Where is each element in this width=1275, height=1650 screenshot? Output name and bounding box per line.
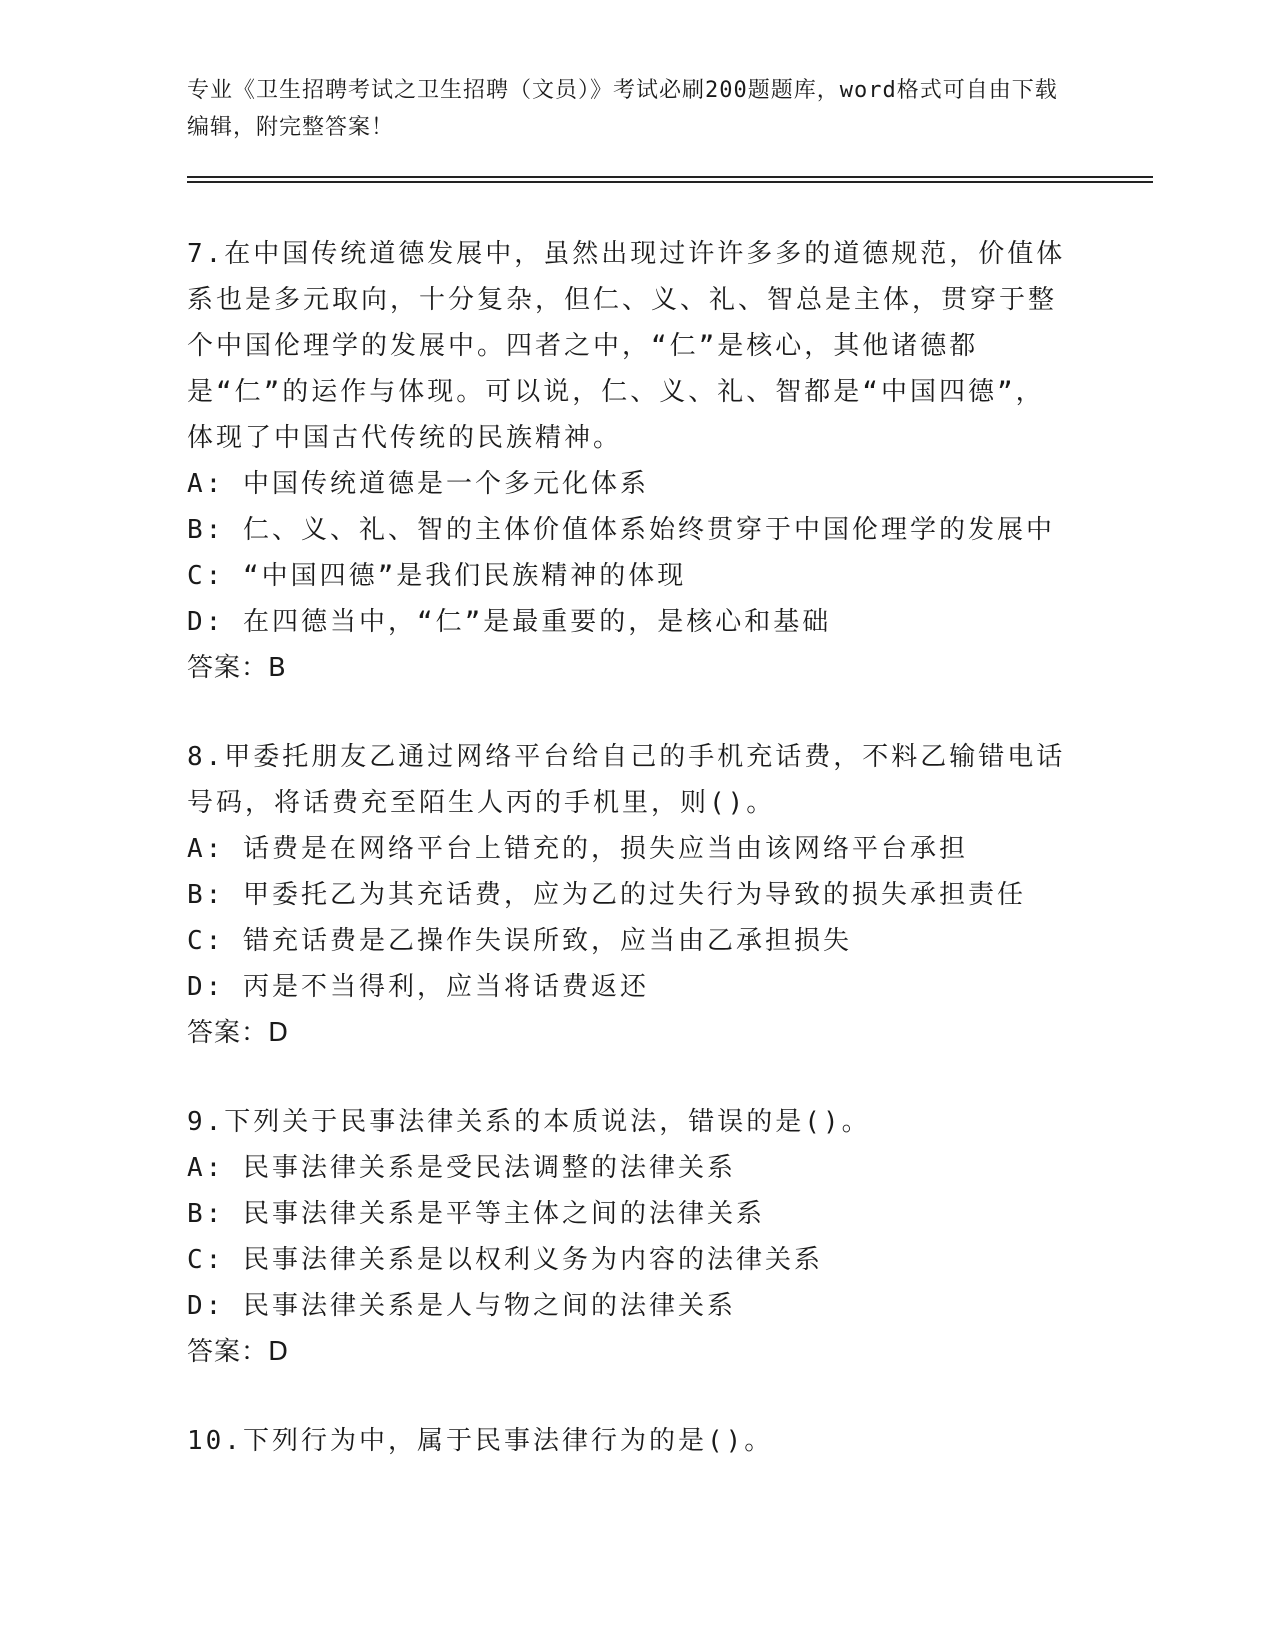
question-text: 10.下列行为中，属于民事法律行为的是()。 — [187, 1426, 774, 1456]
option-b: B: 仁、义、礼、智的主体价值体系始终贯穿于中国伦理学的发展中 — [187, 515, 1055, 545]
document-header: 专业《卫生招聘考试之卫生招聘（文员）》考试必刷200题题库，word格式可自由下载编辑，附完整答案！ — [187, 78, 1058, 140]
option-d: D: 在四德当中，“仁”是最重要的，是核心和基础 — [187, 607, 832, 637]
option-d: D: 丙是不当得利，应当将话费返还 — [187, 972, 649, 1002]
option-c: C: 错充话费是乙操作失误所致，应当由乙承担损失 — [187, 926, 852, 956]
option-a: A: 中国传统道德是一个多元化体系 — [187, 469, 649, 499]
answer: 答案：B — [187, 653, 287, 683]
question-text: 7.在中国传统道德发展中，虽然出现过许许多多的道德规范，价值体系也是多元取向，十分复杂，但仁、义、礼、智总是主体，贯穿于整个中国伦理学的发展中。四者之中，“仁”是核心，其他诸德都是“仁”的运作与体现。可以说，仁、义、礼、智都是“中国四德”，体现了中国古代传统的民族精神。 — [187, 239, 1066, 453]
option-d: D: 民事法律关系是人与物之间的法律关系 — [187, 1291, 736, 1321]
option-b: B: 民事法律关系是平等主体之间的法律关系 — [187, 1199, 765, 1229]
question-7 — [187, 231, 1067, 691]
answer: 答案：D — [187, 1337, 290, 1367]
header-divider-top — [187, 176, 1153, 178]
question-list — [187, 231, 1067, 1507]
question-10 — [187, 1418, 1067, 1464]
option-b: B: 甲委托乙为其充话费，应为乙的过失行为导致的损失承担责任 — [187, 880, 1026, 910]
option-a: A: 话费是在网络平台上错充的，损失应当由该网络平台承担 — [187, 834, 968, 864]
option-c: C: “中国四德”是我们民族精神的体现 — [187, 561, 687, 591]
question-9 — [187, 1099, 1067, 1375]
question-text: 8.甲委托朋友乙通过网络平台给自己的手机充话费，不料乙输错电话号码，将话费充至陌生人丙的手机里，则()。 — [187, 742, 1066, 818]
option-c: C: 民事法律关系是以权利义务为内容的法律关系 — [187, 1245, 823, 1275]
header-divider-bottom — [187, 181, 1153, 183]
option-a: A: 民事法律关系是受民法调整的法律关系 — [187, 1153, 736, 1183]
question-8 — [187, 734, 1067, 1056]
question-text: 9.下列关于民事法律关系的本质说法，错误的是()。 — [187, 1107, 871, 1137]
answer: 答案：D — [187, 1018, 290, 1048]
